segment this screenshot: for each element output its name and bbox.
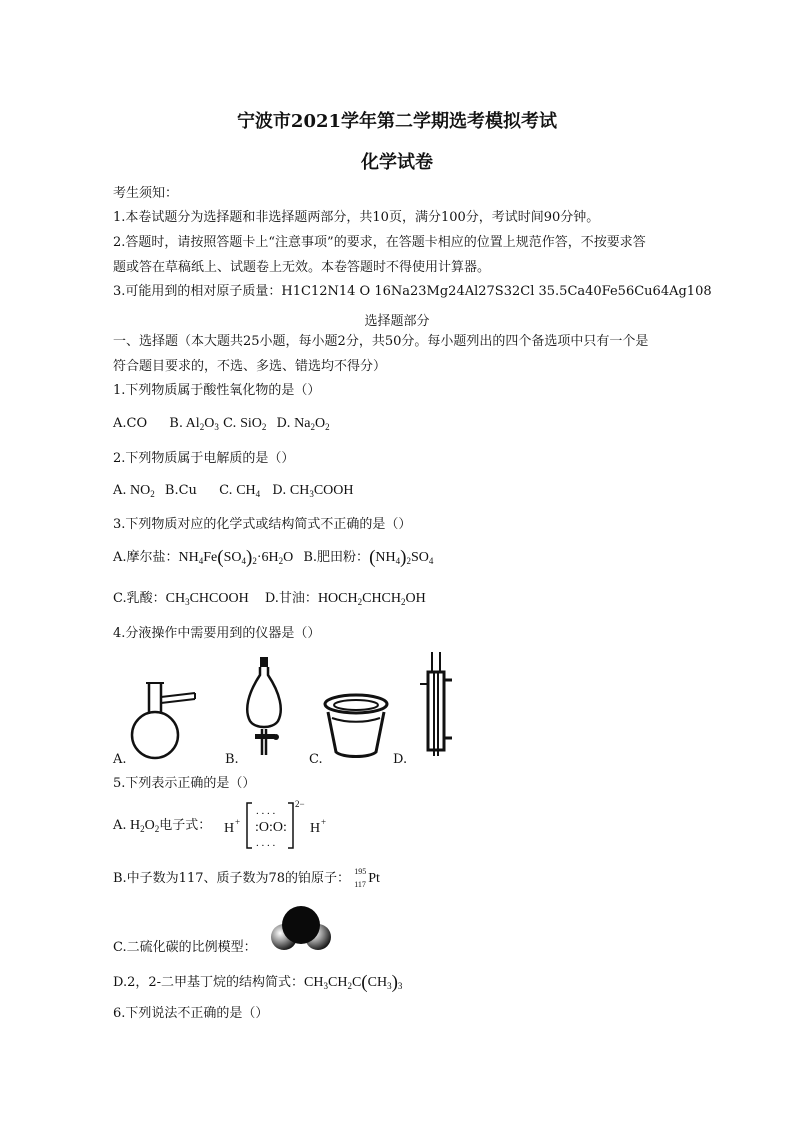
q2-formula-c: $CH_4$	[232, 483, 261, 499]
q3-option-c-label: C.乳酸：	[113, 591, 166, 606]
q3-formula-b: $(NH_4)_2SO_4$	[369, 547, 434, 568]
svg-text:H: H	[224, 821, 235, 836]
q1-option-b-label: B.	[169, 416, 183, 431]
q5-option-a-tail: 电子式：	[159, 818, 212, 833]
q3-option-b-label: B.肥田粉：	[303, 550, 370, 565]
q4-option-a: A.	[113, 752, 127, 767]
q5-option-d-row	[113, 972, 403, 993]
q3-formula-a: $NH_4Fe(SO_4)_2\cdot 6H_2O$	[178, 547, 294, 568]
condenser-icon	[418, 650, 458, 760]
q4-option-c: C.	[309, 752, 323, 767]
q2-formula-a: $NO_2$	[126, 483, 155, 499]
cs2-space-filling-model-icon	[268, 903, 334, 955]
electron-formula-icon	[222, 798, 342, 854]
q2-options	[113, 483, 354, 499]
separatory-funnel-icon	[240, 655, 290, 765]
svg-text:+: +	[321, 817, 327, 827]
svg-text:+: +	[235, 817, 241, 827]
q2-option-a-label: A.	[113, 483, 127, 498]
crucible-icon	[322, 688, 390, 760]
q5-option-a-label: A.	[113, 818, 127, 833]
notice-item-1: 1.本卷试题分为选择题和非选择题两部分，共10页，满分100分，考试时间90分钟。	[113, 210, 600, 225]
q1-option-d-label: D.	[276, 416, 291, 431]
q2-formula-d: $CH_3COOH$	[286, 483, 354, 499]
q3-stem: 3.下列物质对应的化学式或结构简式不正确的是（）	[113, 517, 412, 532]
section-part: 选择题部分	[364, 314, 430, 329]
q1-formula-d: $Na_2O_2$	[290, 416, 330, 432]
section-intro-a: 一、选择题（本大题共25小题，每小题2分，共50分。每小题列出的四个备选项中只有一个是	[113, 334, 649, 349]
q3-formula-c: $CH_3CHCOOH$	[165, 591, 249, 607]
q3-formula-d: $HOCH_2CHCH_2OH$	[317, 591, 426, 607]
q3-option-d-label: D.甘油：	[264, 591, 318, 606]
round-bottom-flask-icon	[125, 680, 200, 760]
svg-text:. . . .: . . . .	[256, 805, 276, 817]
svg-text:. . . .: . . . .	[256, 837, 276, 849]
q4-option-d: D.	[393, 752, 408, 767]
q5-option-b-row	[113, 867, 388, 889]
q4-option-b: B.	[225, 752, 239, 767]
q5-option-a-row	[113, 818, 211, 834]
q3-option-a-label: A.摩尔盐：	[113, 550, 179, 565]
q1-option-c-label: C.	[222, 416, 237, 431]
q5-option-c-row	[113, 940, 257, 956]
q1-formula-b: $Al_2O_3$	[182, 416, 219, 432]
q2-option-b: B.Cu	[164, 483, 197, 498]
notice-heading: 考生须知：	[113, 186, 179, 201]
page-subtitle: 化学试卷	[361, 152, 433, 173]
q1-formula-c: SiO$_2$	[236, 416, 267, 432]
q1-stem: 1.下列物质属于酸性氧化物的是（）	[113, 383, 321, 398]
q5-isotope-pt: 195 117 Pt	[354, 867, 380, 889]
q5-formula-a: $H_2O_2$	[126, 818, 160, 834]
q2-option-c-label: C.	[219, 483, 233, 498]
notice-item-2a: 2.答题时，请按照答题卡上“注意事项”的要求，在答题卡相应的位置上规范作答，不按要求答	[113, 235, 646, 250]
notice-item-2b: 题或答在草稿纸上、试题卷上无效。本卷答题时不得使用计算器。	[113, 260, 491, 275]
q1-options	[113, 416, 330, 432]
q5-option-d-label: D.2，2-二甲基丁烷的结构简式：	[113, 975, 305, 990]
q1-option-a: A.CO	[113, 416, 148, 431]
q4-stem: 4.分液操作中需要用到的仪器是（）	[113, 626, 321, 641]
svg-text::O:O:: :O:O:	[255, 820, 287, 835]
q5-formula-d: $CH_3CH_2C(CH_3)_3$	[304, 972, 403, 993]
q5-option-c-label: C.二硫化碳的比例模型：	[113, 940, 257, 955]
q3-options-ab	[113, 547, 434, 568]
q2-option-d-label: D.	[272, 483, 287, 498]
section-intro-b: 符合题目要求的，不选、多选、错选均不得分）	[113, 359, 387, 374]
notice-item-3: 3.可能用到的相对原子质量：H1C12N14 O 16Na23Mg24Al27S32Cl 35.5Ca40Fe56Cu64Ag108	[113, 284, 712, 299]
q6-stem: 6.下列说法不正确的是（）	[113, 1006, 269, 1021]
svg-text:H: H	[310, 821, 321, 836]
q5-stem: 5.下列表示正确的是（）	[113, 776, 256, 791]
svg-text:2−: 2−	[295, 799, 305, 809]
q3-options-cd	[113, 591, 426, 607]
q5-option-b-label: B.中子数为117、质子数为78的铂原子：	[113, 871, 351, 886]
page-title: 宁波市2021学年第二学期选考模拟考试	[236, 111, 558, 132]
q2-stem: 2.下列物质属于电解质的是（）	[113, 451, 295, 466]
